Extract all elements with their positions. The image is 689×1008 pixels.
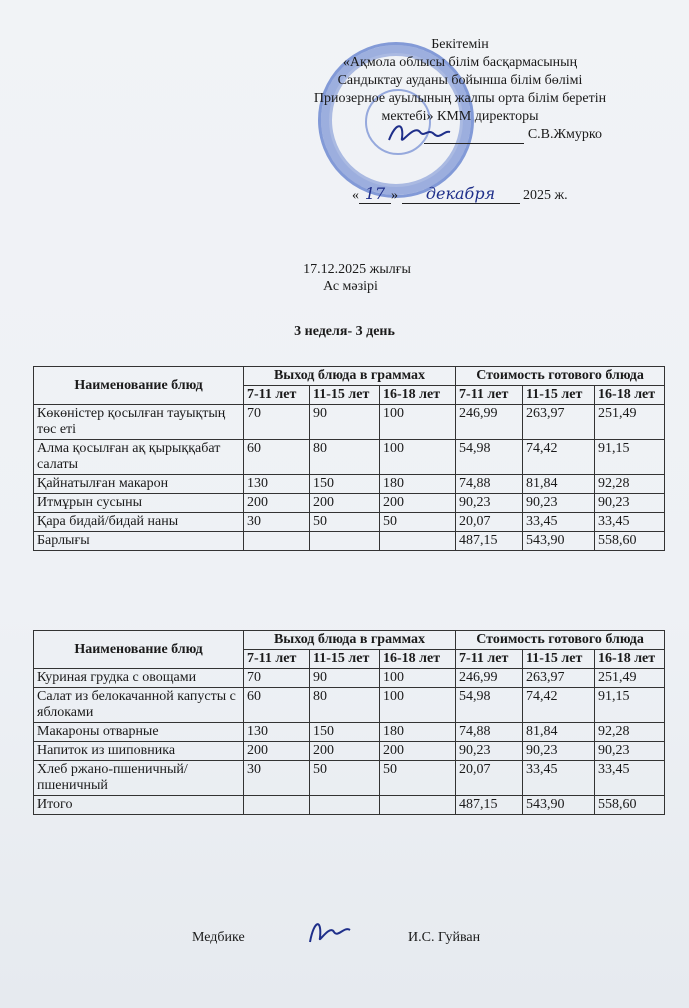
age-group: 16-18 лет: [595, 650, 665, 669]
table-row: Көкөністер қосылған тауықтың төс еті 70 90 100 246,99 263,97 251,49: [34, 405, 665, 440]
director-name: С.В.Жмурко: [527, 127, 602, 142]
menu-table-kk: [33, 366, 665, 551]
age-group: 11-15 лет: [523, 386, 595, 405]
table-row: Макароны отварные 130 150 180 74,88 81,84 92,28: [34, 723, 665, 742]
table-row: Хлеб ржано-пшеничный/пшеничный 30 50 50 20,07 33,45 33,45: [34, 761, 665, 796]
col-portion: Выход блюда в граммах: [244, 367, 456, 386]
approval-date: « 17 » декабря 2025 ж.: [352, 184, 568, 203]
age-group: 11-15 лет: [310, 386, 380, 405]
week-day: 3 неделя- 3 день: [294, 324, 395, 339]
nurse-role: Медбике: [192, 930, 245, 945]
col-dish-name: Наименование блюд: [34, 631, 244, 669]
table-row: Қайнатылған макарон 130 150 180 74,88 81,84 92,28: [34, 475, 665, 494]
approval-month: декабря: [402, 184, 520, 204]
age-group: 7-11 лет: [456, 386, 523, 405]
total-row: Барлығы 487,15 543,90 558,60: [34, 532, 665, 551]
approval-line-4: мектебі» КММ директоры: [381, 109, 539, 124]
col-cost: Стоимость готового блюда: [456, 631, 665, 650]
table-row: Салат из белокачанной капусты с яблоками 60 80 100 54,98 74,42 91,15: [34, 688, 665, 723]
col-dish-name: Наименование блюд: [34, 367, 244, 405]
age-group: 11-15 лет: [310, 650, 380, 669]
table-row: Куриная грудка с овощами 70 90 100 246,99 263,97 251,49: [34, 669, 665, 688]
menu-title: Ас мәзірі: [323, 279, 378, 294]
age-group: 16-18 лет: [380, 386, 456, 405]
table-row: Итмұрын сусыны 200 200 200 90,23 90,23 90,23: [34, 494, 665, 513]
approval-line-2: Сандыктау ауданы бойынша білім бөлімі: [337, 73, 583, 88]
age-group: 16-18 лет: [380, 650, 456, 669]
col-portion: Выход блюда в граммах: [244, 631, 456, 650]
age-group: 7-11 лет: [244, 650, 310, 669]
menu-table-ru: [33, 630, 665, 815]
age-group: 7-11 лет: [456, 650, 523, 669]
total-row: Итого 487,15 543,90 558,60: [34, 796, 665, 815]
approval-line-1: «Ақмола облысы білім басқармасының: [342, 55, 578, 70]
approval-day: 17: [359, 184, 391, 204]
age-group: 7-11 лет: [244, 386, 310, 405]
nurse-signature-icon: [304, 914, 354, 948]
table-row: Қара бидай/бидай наны 30 50 50 20,07 33,45 33,45: [34, 513, 665, 532]
age-group: 16-18 лет: [595, 386, 665, 405]
menu-date: 17.12.2025 жылғы: [303, 262, 411, 277]
approval-year: 2025 ж.: [523, 188, 568, 203]
director-signature-line: [300, 126, 620, 144]
table-row: Напиток из шиповника 200 200 200 90,23 90,23 90,23: [34, 742, 665, 761]
director-signature-icon: [384, 118, 454, 148]
approval-line-3: Приозерное ауылының жалпы орта білім беретін: [313, 91, 607, 106]
approval-title: Бекітемін: [431, 37, 489, 52]
col-cost: Стоимость готового блюда: [456, 367, 665, 386]
age-group: 11-15 лет: [523, 650, 595, 669]
table-row: Алма қосылған ақ қырыққабат салаты 60 80 100 54,98 74,42 91,15: [34, 440, 665, 475]
nurse-name: И.С. Гуйван: [408, 930, 481, 945]
approval-block: [300, 36, 620, 144]
